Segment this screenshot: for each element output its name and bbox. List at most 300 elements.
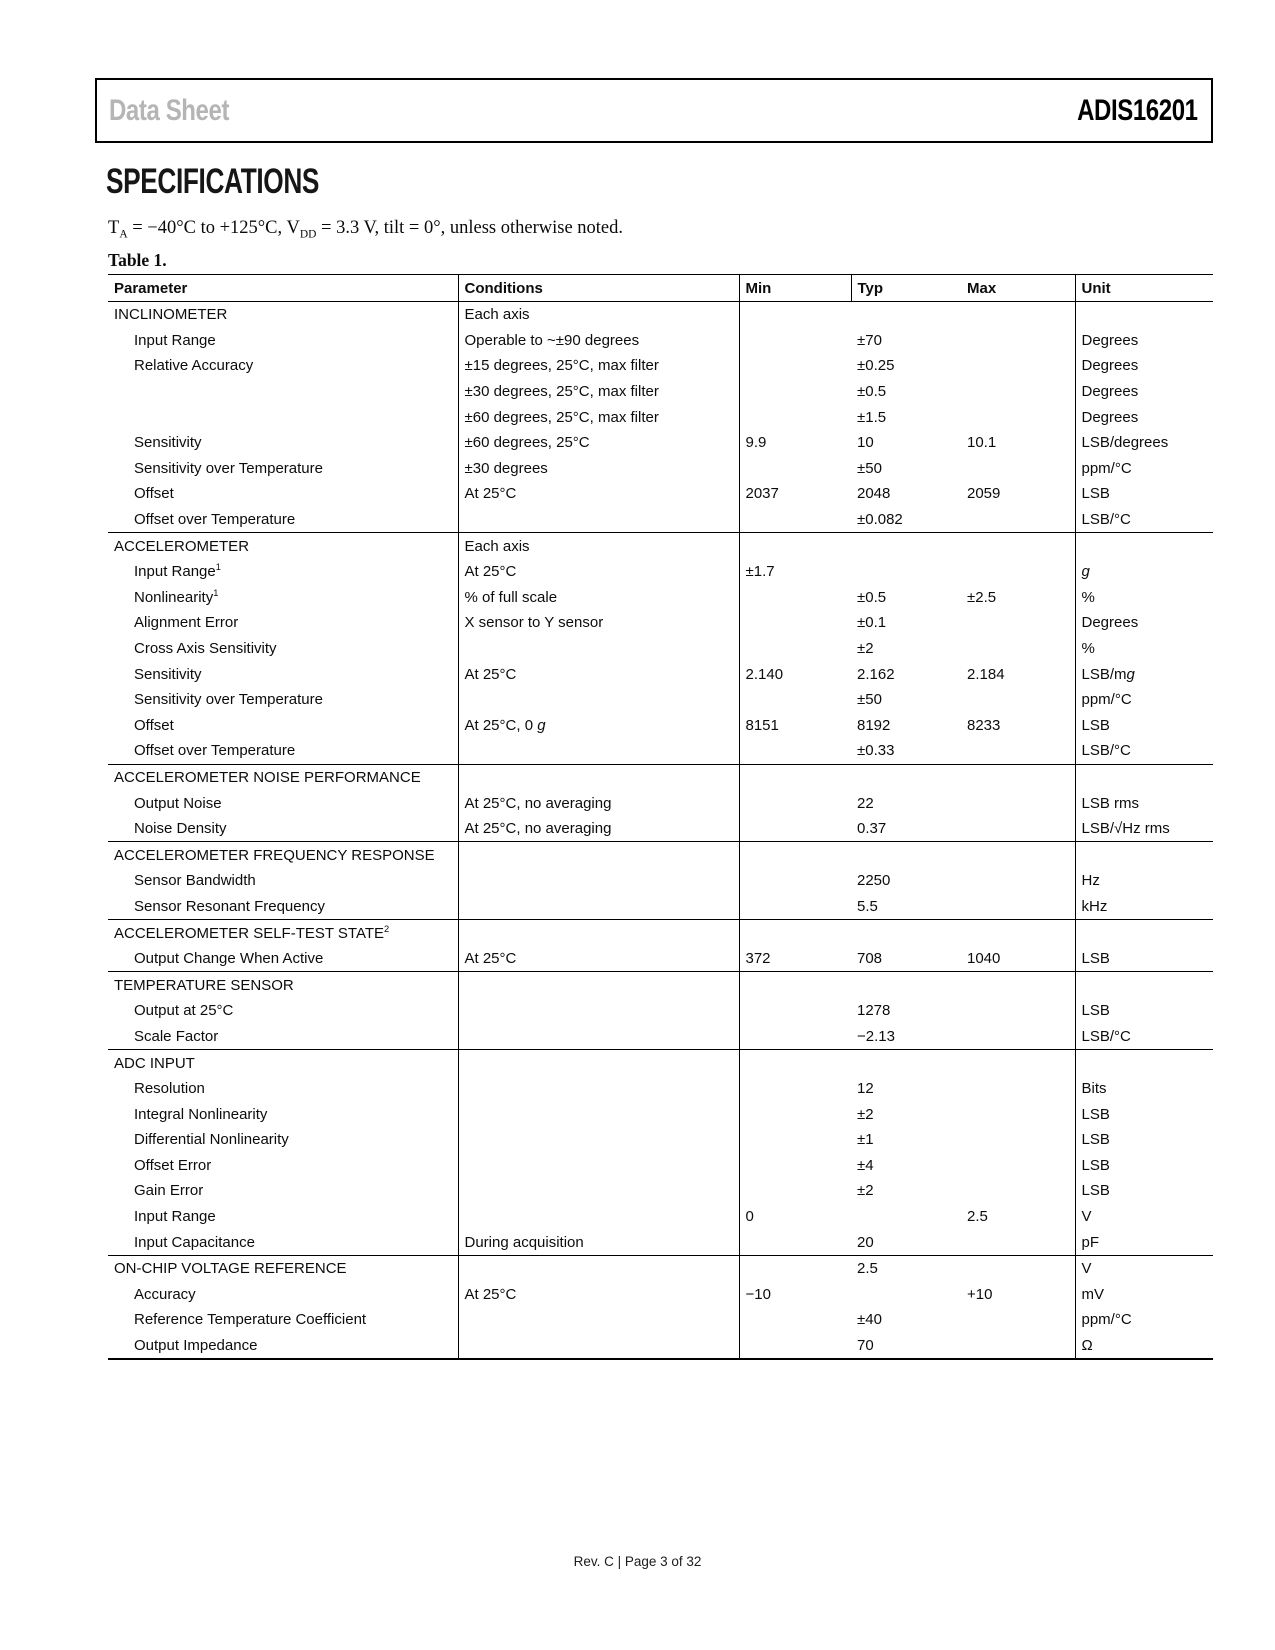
table-row <box>108 764 1213 790</box>
min-cell <box>739 1307 851 1333</box>
conditions-cell <box>458 1050 739 1076</box>
max-cell <box>961 379 1075 405</box>
typ-cell: ±40 <box>857 1311 882 1329</box>
unit-cell <box>1075 1050 1213 1076</box>
unit-cell: Degrees <box>1075 353 1213 379</box>
unit-cell: Hz <box>1075 868 1213 894</box>
typ-cell: 70 <box>857 1337 874 1355</box>
table-row <box>108 868 1213 894</box>
typ-cell <box>851 842 961 868</box>
masthead <box>95 78 1213 143</box>
max-cell <box>961 636 1075 662</box>
conditions-cell <box>458 842 739 868</box>
parameter-cell: ACCELEROMETER NOISE PERFORMANCE <box>108 764 458 790</box>
min-cell <box>739 1101 851 1127</box>
min-cell <box>739 1127 851 1153</box>
table-row <box>108 738 1213 764</box>
conditions-cell <box>458 868 739 894</box>
min-cell: 2037 <box>739 481 851 507</box>
unit-cell: LSB/degrees <box>1075 430 1213 456</box>
typ-cell: ±0.1 <box>857 614 887 632</box>
parameter-cell: Input Range$^1$ <box>134 562 221 581</box>
min-cell <box>739 1050 851 1076</box>
max-cell <box>961 687 1075 713</box>
conditions-cell <box>458 764 739 790</box>
min-cell <box>739 533 851 559</box>
table-row <box>108 946 1213 972</box>
typ-cell: ±50 <box>857 459 882 477</box>
min-cell: 2.140 <box>739 661 851 687</box>
max-cell <box>961 1178 1075 1204</box>
parameter-cell: Sensitivity over Temperature <box>134 459 323 477</box>
table-row <box>108 559 1213 585</box>
typ-cell: ±1 <box>857 1131 874 1149</box>
table-row <box>108 404 1213 430</box>
parameter-cell: Integral Nonlinearity <box>134 1105 268 1123</box>
table-row <box>108 1153 1213 1179</box>
unit-cell: % <box>1075 585 1213 611</box>
unit-cell: LSB/mg <box>1075 661 1213 687</box>
table-row <box>108 1282 1213 1308</box>
min-cell <box>739 1024 851 1050</box>
max-cell <box>961 404 1075 430</box>
table-row <box>108 816 1213 842</box>
table-row <box>108 1101 1213 1127</box>
unit-cell: V <box>1075 1255 1213 1281</box>
max-cell: +10 <box>967 1285 993 1303</box>
table-row <box>108 1127 1213 1153</box>
table-row <box>108 998 1213 1024</box>
conditions-cell <box>458 972 739 998</box>
parameter-cell: Nonlinearity$^1$ <box>134 587 219 606</box>
typ-cell <box>851 533 961 559</box>
table-row <box>108 585 1213 611</box>
page-title-text: SPECIFICATIONS <box>106 162 320 201</box>
parameter-cell: INCLINOMETER <box>108 302 458 328</box>
max-cell <box>961 1050 1075 1076</box>
unit-cell: Bits <box>1075 1076 1213 1102</box>
min-cell <box>739 738 851 764</box>
max-cell <box>961 998 1075 1024</box>
conditions-cell: Each axis <box>458 533 739 559</box>
typ-cell: 20 <box>857 1233 874 1251</box>
unit-cell <box>1075 302 1213 328</box>
parameter-cell: Offset over Temperature <box>134 511 296 529</box>
max-cell: 2.184 <box>967 665 1005 683</box>
table-row <box>108 1333 1213 1360</box>
min-cell <box>739 610 851 636</box>
table-row <box>108 1050 1213 1076</box>
max-cell <box>961 816 1075 842</box>
parameter-cell: ADC INPUT <box>108 1050 458 1076</box>
unit-cell: Degrees <box>1075 404 1213 430</box>
min-cell <box>739 585 851 611</box>
unit-cell: Degrees <box>1075 328 1213 354</box>
column-header-max: Max <box>961 275 1075 302</box>
table-row <box>108 972 1213 998</box>
min-cell <box>739 456 851 482</box>
conditions-cell: At 25°C, no averaging <box>458 816 739 842</box>
max-cell <box>961 920 1075 946</box>
column-header-conditions: Conditions <box>458 275 739 302</box>
typ-cell: 5.5 <box>857 897 878 915</box>
table-row <box>108 328 1213 354</box>
unit-cell: g <box>1075 559 1213 585</box>
part-number: ADIS16201 <box>1077 93 1198 127</box>
min-cell: ±1.7 <box>739 559 851 585</box>
table-row <box>108 610 1213 636</box>
conditions-cell <box>458 1076 739 1102</box>
max-cell <box>961 842 1075 868</box>
min-cell: 372 <box>739 946 851 972</box>
parameter-cell: Reference Temperature Coefficient <box>134 1311 367 1329</box>
min-cell: −10 <box>739 1282 851 1308</box>
unit-cell: LSB <box>1075 998 1213 1024</box>
table-row <box>108 920 1213 946</box>
min-cell <box>739 764 851 790</box>
parameter-cell: ACCELEROMETER SELF-TEST STATE$^2$ <box>108 920 458 946</box>
conditions-cell <box>458 998 739 1024</box>
typ-cell: −2.13 <box>857 1027 895 1045</box>
table-row <box>108 430 1213 456</box>
column-header-min: Min <box>739 275 851 302</box>
max-cell: 8233 <box>967 716 1001 734</box>
parameter-cell: Offset over Temperature <box>134 742 296 760</box>
conditions-cell <box>458 1101 739 1127</box>
conditions-cell: ±15 degrees, 25°C, max filter <box>458 353 739 379</box>
typ-cell <box>851 1050 961 1076</box>
min-cell <box>739 1178 851 1204</box>
min-cell <box>739 816 851 842</box>
parameter-cell: ACCELEROMETER FREQUENCY RESPONSE <box>108 842 458 868</box>
max-cell: 10.1 <box>967 434 997 452</box>
table-row <box>108 379 1213 405</box>
parameter-cell: Offset Error <box>134 1156 212 1174</box>
doc-type-label: Data Sheet <box>109 93 230 127</box>
typ-cell <box>851 302 961 328</box>
typ-cell: 22 <box>857 794 874 812</box>
typ-cell: 2048 <box>857 485 891 503</box>
conditions-cell <box>458 894 739 920</box>
unit-cell: Degrees <box>1075 379 1213 405</box>
unit-cell: ppm/°C <box>1075 456 1213 482</box>
conditions-cell: At 25°C, no averaging <box>458 790 739 816</box>
max-cell: 2.5 <box>967 1208 988 1226</box>
column-header-parameter: Parameter <box>108 275 458 302</box>
parameter-cell: Gain Error <box>134 1182 204 1200</box>
max-cell <box>961 559 1075 585</box>
unit-cell: % <box>1075 636 1213 662</box>
min-cell <box>739 842 851 868</box>
typ-cell: ±2 <box>857 1105 874 1123</box>
parameter-cell: ACCELEROMETER <box>108 533 458 559</box>
conditions-cell: At 25°C <box>458 1282 739 1308</box>
table-row <box>108 1204 1213 1230</box>
table-row <box>108 302 1213 328</box>
table-caption: Table 1. <box>108 250 167 270</box>
typ-cell <box>851 764 961 790</box>
parameter-cell: Offset <box>134 485 174 503</box>
parameter-cell: Sensitivity over Temperature <box>134 691 323 709</box>
parameter-cell: Scale Factor <box>134 1027 219 1045</box>
typ-cell: 2250 <box>857 872 891 890</box>
unit-cell: LSB <box>1075 1101 1213 1127</box>
unit-cell <box>1075 842 1213 868</box>
max-cell <box>961 328 1075 354</box>
parameter-cell: Input Range <box>134 1208 216 1226</box>
conditions-cell <box>458 920 739 946</box>
table-row <box>108 507 1213 533</box>
table-row <box>108 894 1213 920</box>
unit-cell: ppm/°C <box>1075 1307 1213 1333</box>
typ-cell: 2.162 <box>857 665 895 683</box>
typ-cell: ±0.082 <box>857 511 903 529</box>
unit-cell: LSB/√Hz rms <box>1075 816 1213 842</box>
conditions-cell: At 25°C <box>458 661 739 687</box>
parameter-cell: Resolution <box>134 1080 205 1098</box>
column-header-typ: Typ <box>851 275 961 302</box>
parameter-cell: ON-CHIP VOLTAGE REFERENCE <box>108 1255 458 1281</box>
min-cell <box>739 920 851 946</box>
unit-cell: Ω <box>1075 1333 1213 1360</box>
parameter-cell: Sensor Resonant Frequency <box>134 897 325 915</box>
unit-cell: LSB/°C <box>1075 738 1213 764</box>
min-cell <box>739 404 851 430</box>
typ-cell: 10 <box>857 434 874 452</box>
parameter-cell: Input Capacitance <box>134 1233 255 1251</box>
table-row <box>108 1307 1213 1333</box>
table-row <box>108 1255 1213 1281</box>
parameter-cell: Differential Nonlinearity <box>134 1131 289 1149</box>
parameter-cell: Sensitivity <box>134 665 202 683</box>
max-cell: 1040 <box>967 950 1001 968</box>
typ-cell: ±0.25 <box>857 357 895 375</box>
conditions-cell <box>458 1255 739 1281</box>
parameter-cell: Output Change When Active <box>134 950 324 968</box>
conditions-cell: X sensor to Y sensor <box>458 610 739 636</box>
min-cell <box>739 636 851 662</box>
min-cell <box>739 790 851 816</box>
parameter-cell <box>108 379 458 405</box>
max-cell <box>961 1333 1075 1360</box>
conditions-cell <box>458 738 739 764</box>
unit-cell <box>1075 533 1213 559</box>
min-cell: 9.9 <box>739 430 851 456</box>
conditions-cell: During acquisition <box>458 1229 739 1255</box>
max-cell <box>961 353 1075 379</box>
column-header-unit: Unit <box>1075 275 1213 302</box>
revision-page-label: Rev. C | Page 3 of 32 <box>573 1554 702 1569</box>
unit-cell <box>1075 920 1213 946</box>
max-cell <box>961 972 1075 998</box>
unit-cell: LSB/°C <box>1075 1024 1213 1050</box>
max-cell <box>961 764 1075 790</box>
typ-cell: 1278 <box>857 1002 891 1020</box>
min-cell <box>739 302 851 328</box>
typ-cell: ±50 <box>857 691 882 709</box>
typ-cell: ±1.5 <box>857 408 887 426</box>
max-cell <box>961 1101 1075 1127</box>
conditions-cell: Operable to ~±90 degrees <box>458 328 739 354</box>
table-row <box>108 1229 1213 1255</box>
unit-cell: Degrees <box>1075 610 1213 636</box>
typ-cell: 12 <box>857 1080 874 1098</box>
max-cell <box>961 533 1075 559</box>
parameter-cell: Offset <box>134 716 174 734</box>
min-cell: 8151 <box>739 713 851 739</box>
typ-cell: ±0.5 <box>857 588 887 606</box>
conditions-cell <box>458 1127 739 1153</box>
min-cell <box>739 1255 851 1281</box>
conditions-note: $T_A = -40^\circ C$ to +125°C, $V_{DD} = 3.3$ V, tilt = 0°, unless otherwise noted. <box>108 218 624 241</box>
unit-cell: kHz <box>1075 894 1213 920</box>
max-cell <box>961 738 1075 764</box>
max-cell <box>961 1255 1075 1281</box>
conditions-cell: At 25°C <box>458 481 739 507</box>
min-cell <box>739 1153 851 1179</box>
min-cell <box>739 328 851 354</box>
conditions-cell: At 25°C <box>458 559 739 585</box>
conditions-cell <box>458 1204 739 1230</box>
conditions-cell: At 25°C <box>458 946 739 972</box>
min-cell: 0 <box>739 1204 851 1230</box>
table-row <box>108 790 1213 816</box>
conditions-cell <box>458 687 739 713</box>
table-row <box>108 1178 1213 1204</box>
parameter-cell: Alignment Error <box>134 614 239 632</box>
unit-cell: pF <box>1075 1229 1213 1255</box>
table-row <box>108 456 1213 482</box>
unit-cell: LSB <box>1075 713 1213 739</box>
conditions-cell <box>458 1178 739 1204</box>
conditions-cell: Each axis <box>458 302 739 328</box>
min-cell <box>739 687 851 713</box>
typ-cell <box>851 1282 961 1308</box>
unit-cell: LSB <box>1075 481 1213 507</box>
typ-cell <box>851 972 961 998</box>
max-cell <box>961 610 1075 636</box>
parameter-cell: Input Range <box>134 331 216 349</box>
max-cell <box>961 1076 1075 1102</box>
conditions-cell <box>458 636 739 662</box>
max-cell: ±2.5 <box>967 588 997 606</box>
min-cell <box>739 379 851 405</box>
min-cell <box>739 353 851 379</box>
unit-cell: LSB/°C <box>1075 507 1213 533</box>
parameter-cell: TEMPERATURE SENSOR <box>108 972 458 998</box>
table-row <box>108 636 1213 662</box>
parameter-cell: Noise Density <box>134 820 227 838</box>
unit-cell: LSB <box>1075 1127 1213 1153</box>
typ-cell <box>851 559 961 585</box>
max-cell <box>961 790 1075 816</box>
unit-cell: LSB <box>1075 1178 1213 1204</box>
parameter-cell: Accuracy <box>134 1285 196 1303</box>
unit-cell <box>1075 972 1213 998</box>
min-cell <box>739 507 851 533</box>
conditions-cell: At 25°C, 0 g <box>458 713 739 739</box>
max-cell <box>961 1307 1075 1333</box>
conditions-cell: % of full scale <box>458 585 739 611</box>
table-row <box>108 687 1213 713</box>
spec-table <box>108 274 1213 1360</box>
unit-cell: LSB <box>1075 946 1213 972</box>
table-row <box>108 353 1213 379</box>
table-row <box>108 1076 1213 1102</box>
typ-cell: ±70 <box>857 331 882 349</box>
table-row <box>108 713 1213 739</box>
typ-cell: ±4 <box>857 1156 874 1174</box>
conditions-cell: ±30 degrees <box>458 456 739 482</box>
parameter-cell: Sensitivity <box>134 434 202 452</box>
max-cell <box>961 456 1075 482</box>
max-cell: 2059 <box>967 485 1001 503</box>
typ-cell: ±2 <box>857 640 874 658</box>
parameter-cell: Sensor Bandwidth <box>134 872 256 890</box>
conditions-cell: ±30 degrees, 25°C, max filter <box>458 379 739 405</box>
table-row <box>108 533 1213 559</box>
min-cell <box>739 1333 851 1360</box>
conditions-cell: ±60 degrees, 25°C, max filter <box>458 404 739 430</box>
max-cell <box>961 894 1075 920</box>
parameter-cell <box>108 404 458 430</box>
typ-cell: 8192 <box>857 716 891 734</box>
typ-cell: ±0.33 <box>857 742 895 760</box>
max-cell <box>961 1127 1075 1153</box>
typ-cell: 2.5 <box>851 1255 961 1281</box>
min-cell <box>739 894 851 920</box>
typ-cell <box>851 920 961 946</box>
parameter-cell: Output Noise <box>134 794 222 812</box>
unit-cell: ppm/°C <box>1075 687 1213 713</box>
max-cell <box>961 1229 1075 1255</box>
min-cell <box>739 998 851 1024</box>
table-row <box>108 842 1213 868</box>
parameter-cell: Cross Axis Sensitivity <box>134 640 277 658</box>
typ-cell: 0.37 <box>857 820 887 838</box>
typ-cell: ±0.5 <box>857 383 887 401</box>
table-header-row <box>108 275 1213 302</box>
max-cell <box>961 1024 1075 1050</box>
typ-cell: 708 <box>857 950 883 968</box>
unit-cell: V <box>1075 1204 1213 1230</box>
min-cell <box>739 972 851 998</box>
table-row <box>108 1024 1213 1050</box>
max-cell <box>961 1153 1075 1179</box>
conditions-cell <box>458 507 739 533</box>
conditions-cell <box>458 1307 739 1333</box>
conditions-cell: ±60 degrees, 25°C <box>458 430 739 456</box>
typ-cell: ±2 <box>857 1182 874 1200</box>
unit-cell <box>1075 764 1213 790</box>
typ-cell <box>851 1204 961 1230</box>
max-cell <box>961 507 1075 533</box>
conditions-cell <box>458 1024 739 1050</box>
max-cell <box>961 868 1075 894</box>
max-cell <box>961 302 1075 328</box>
table-row <box>108 661 1213 687</box>
conditions-cell <box>458 1333 739 1360</box>
page-title <box>106 162 390 202</box>
unit-cell: LSB <box>1075 1153 1213 1179</box>
min-cell <box>739 1229 851 1255</box>
table-row <box>108 481 1213 507</box>
conditions-cell <box>458 1153 739 1179</box>
parameter-cell: Relative Accuracy <box>134 357 254 375</box>
min-cell <box>739 868 851 894</box>
unit-cell: LSB rms <box>1075 790 1213 816</box>
parameter-cell: Output Impedance <box>134 1337 258 1355</box>
